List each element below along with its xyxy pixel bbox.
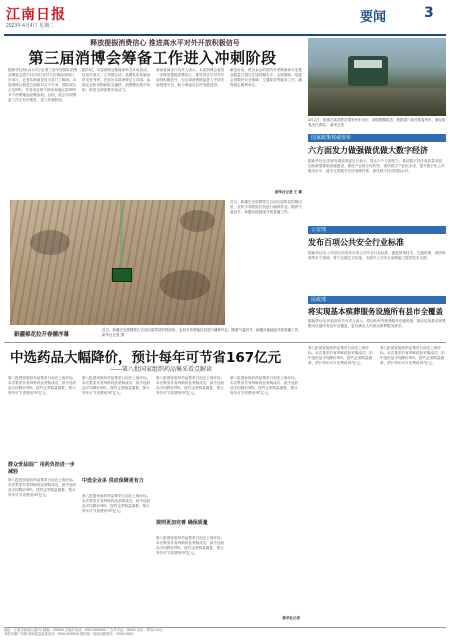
second-body-col3: 第八批国家组织药品集采日前在上海开标。本次集采共有39种药品采购成功，拟中选药品平均降价56%，按约定采购量测算，预计每年可节省费用167亿元。	[156, 376, 225, 395]
tree-shadow	[30, 230, 70, 255]
policy-box-headline: 六方面发力做强做优做大数字经济	[308, 146, 428, 155]
second-subhead: ——第八批国家组织药品集采看点解读	[110, 366, 213, 373]
lead-body-col1: 据新华社海口4月3日电 第三届中国国际消费品博览会将于4月10日至15日在海南省海口市举行。记者从海南省有关部门了解到，本届消博会展览总面积12万平方米，国际展区占比80%，共有来自65个国家和地区的3000多个消费精品品牌参展。目前，展会各项筹备工作正有序推进，进入冲刺阶段。	[8, 68, 78, 102]
civil-box	[308, 296, 446, 333]
lead-headline: 第三届消博会筹备工作进入冲刺阶段	[28, 49, 277, 67]
train-photo-caption	[308, 118, 446, 127]
footer-line2: 本报印刷厂印刷 印刷质量监督电话：0000-0000000 国内统一连续出版物号：CN00-0000	[4, 632, 133, 636]
train-caption-credit: 新华社发	[330, 122, 345, 127]
second-headline: 中选药品大幅降价，预计每年可节省167亿元	[10, 350, 282, 366]
second-byline: 新华社记者	[282, 616, 300, 620]
second-body-col1: 第八批国家组织药品集采日前在上海开标。本次集采共有39种药品采购成功，拟中选药品平均降价56%，按约定采购量测算，预计每年可节省费用167亿元。	[8, 376, 77, 395]
civil-box-label: 民政部	[308, 296, 446, 304]
second-sub1: 群众受益面广 用药负担进一步减轻	[8, 462, 75, 475]
issue-date: 2023年4月4日 星期二	[6, 23, 55, 29]
section-divider	[4, 342, 446, 343]
field-photo-caption	[102, 328, 302, 337]
footer-line1: 地址：江南市新闻大道1号 邮编：000000 总编办电话：0000-0000000 广告许可证：00000 定价：每份1.00元	[4, 628, 163, 632]
lead-byline: 新华社记者 王 颖	[275, 190, 302, 194]
masthead-rule	[4, 34, 446, 36]
second-body-col2: 第八批国家组织药品集采日前在上海开标。本次集采共有39种药品采购成功，拟中选药品平均降价56%，按约定采购量测算，预计每年可节省费用167亿元。	[82, 376, 151, 395]
lead-body-col4: 截至目前，报名参会的国内外采购商和专业观众数量已超过往届同期水平。会展期间，组委会将做好安全保障、交通疏导等服务工作，确保展会顺利举办。	[230, 68, 302, 87]
lead-body-col3: 海南省商务厅负责人表示，本届消博会将进一步释放提振消费信心、推进高水平对外开放的积极信号，为全球消费精品进入中国市场搭建平台，助力海南自由贸易港建设。	[156, 68, 225, 87]
page-footer	[4, 627, 446, 640]
civil-box-headline: 将实现基本殡葬服务设施所有县市全覆盖	[308, 307, 443, 316]
lead-body-col2: 据介绍，本届消博会期间将举办多场活动，包括开幕式、主宾国活动、品牌发布和新品首发首秀等。法国为本届消博会主宾国。参展企业和采购商报名踊跃，消费精品集中亮相，彰显全球消费市场活力。	[82, 68, 151, 92]
field-side-text: 近日，新疆巴音郭楞蒙古自治区尉犁县的棉田里，农机手驾驶拖拉机进行播种作业。随着气温回升，新疆各地陆续开展春播工作。	[230, 200, 302, 214]
second-sub2: 中选企业多 供应保障更有力	[82, 478, 144, 484]
security-box-body: 据新华社电 公安部日前发布百项公共安全行业标准，涵盖刑事技术、交通管理、消防救援等多个领域，将于近期正式实施，为提升公共安全治理能力提供技术支撑。	[308, 251, 446, 260]
field-caption-credit: 新华社记者 摄	[102, 332, 125, 337]
civil-box-body: 据新华社电 民政部有关负责人表示，将加快补齐殡葬服务设施短板，推动实现基本殡葬服务设施所有县市全覆盖，更好满足人民群众殡葬服务需求。	[308, 319, 446, 328]
tractor-shape	[112, 268, 132, 282]
second-body-col1b: 第八批国家组织药品集采日前在上海开标。本次集采共有39种药品采购成功，拟中选药品平均降价56%，按约定采购量测算，预计每年可节省费用167亿元。	[8, 478, 77, 497]
policy-box-label: 国家政策权威发布	[308, 134, 446, 142]
second-body-col4: 第八批国家组织药品集采日前在上海开标。本次集采共有39种药品采购成功，拟中选药品平均降价56%，按约定采购量测算，预计每年可节省费用167亿元。	[230, 376, 299, 395]
train-caption-text: 4月2日，旅客在某高铁站乘坐列车出行。清明假期临近，铁路部门加开旅客列车，满足旅客出行需求。	[308, 118, 446, 127]
train-photo	[308, 38, 446, 116]
right-body-col1: 第八批国家组织药品集采日前在上海开标。本次集采共有39种药品采购成功，拟中选药品平均降价56%，按约定采购量测算，预计每年可节省费用167亿元。	[308, 346, 373, 365]
policy-box	[308, 134, 446, 221]
second-sub3: 规则更加完善 确保质量	[156, 520, 208, 526]
second-body-col3b: 第八批国家组织药品集采日前在上海开标。本次集采共有39种药品采购成功，拟中选药品平均降价56%，按约定采购量测算，预计每年可节省费用167亿元。	[156, 536, 225, 555]
right-body-col2: 第八批国家组织药品集采日前在上海开标。本次集采共有39种药品采购成功，拟中选药品平均降价56%，按约定采购量测算，预计每年可节省费用167亿元。	[380, 346, 445, 365]
section-title: 要闻	[360, 10, 387, 25]
field-caption-text: 近日，新疆巴音郭楞蒙古自治区尉犁县的棉田里，农机手驾驶拖拉机进行播种作业。随着气温回升，新疆各地陆续开展春播工作。	[102, 328, 302, 332]
newspaper-logo: 江南日报	[6, 7, 66, 23]
second-body-col2b: 第八批国家组织药品集采日前在上海开标。本次集采共有39种药品采购成功，拟中选药品平均降价56%，按约定采购量测算，预计每年可节省费用167亿元。	[82, 494, 151, 513]
lead-kicker: 释放提振消费信心 推进高水平对外开放积极信号	[90, 38, 240, 47]
tree-shadow	[180, 210, 215, 232]
field-photo-title: 新疆棉花拉开春播序幕	[14, 332, 70, 338]
security-box-headline: 发布百项公共安全行业标准	[308, 238, 404, 247]
rail-shape	[308, 88, 446, 116]
security-box-label: 公安部	[308, 226, 446, 234]
policy-box-body: 据新华社电 国家发展改革委近日表示，将从六个方面发力，推动数字经济高质量发展：加快新型基础设施建设、推进产业数字化转型、加快数字产业化步伐、提升数字化公共服务水平、健全完善数字经济治理体系、深化数字经济国际合作。	[308, 159, 446, 173]
train-shape	[348, 56, 388, 86]
tree-shadow	[160, 270, 210, 300]
cotton-field-photo	[10, 200, 225, 325]
tractor-track	[120, 200, 123, 268]
page-number: 3	[424, 5, 434, 21]
security-box	[308, 226, 446, 306]
